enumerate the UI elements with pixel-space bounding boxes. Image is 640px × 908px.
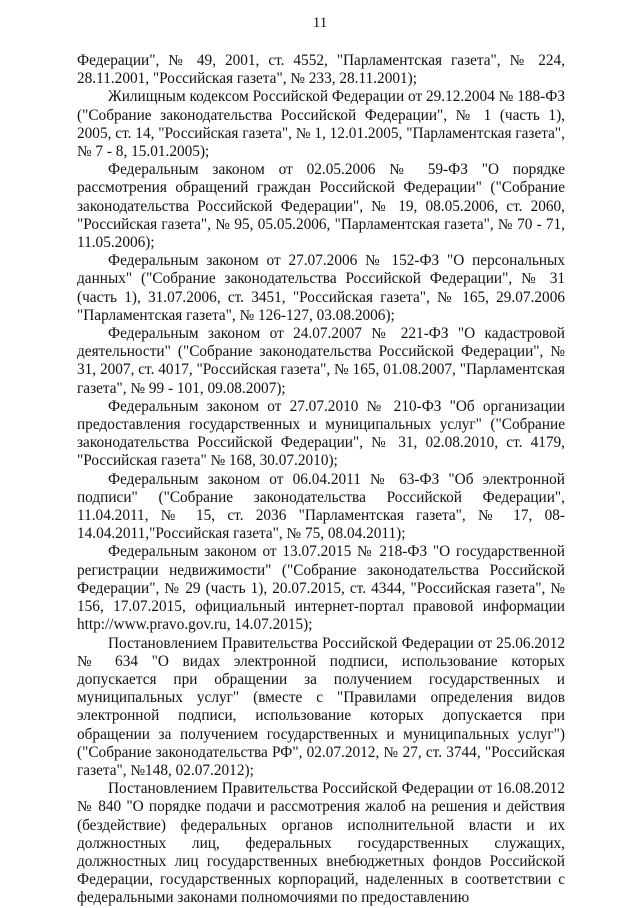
paragraph-law-218-fz: Федеральным законом от 13.07.2015 № 218-ФЗ "О государственной регистрации недвижимости" ("Собрание законодательства Российской Федерации", № 29 (часть 1), 20.07.2015, ст. 4344, "Российская газета", № 156, 17.07.2015, официальный интернет-портал правовой информации http://www.pravo.gov.ru, 14.07.2015); (77, 543, 565, 634)
paragraph-law-59-fz: Федеральным законом от 02.05.2006 № 59-ФЗ "О порядке рассмотрения обращений граждан Российской Федерации" ("Собрание законодательства Российской Федерации", № 19, 08.05.2006, ст. 2060, "Российская газета", № 95, 05.05.2006, "Парламентская газета", № 70 - 71, 11.05.2006); (77, 161, 565, 252)
paragraph-continuation: Федерации", № 49, 2001, ст. 4552, "Парламентская газета", № 224, 28.11.2001, "Российская газета", № 233, 28.11.2001); (77, 52, 565, 88)
paragraph-law-210-fz: Федеральным законом от 27.07.2010 № 210-ФЗ "Об организации предоставления государственных и муниципальных услуг" ("Собрание законодательства Российской Федерации", № 31, 02.08.2010, ст. 4179, "Российская газета" № 168, 30.07.2010); (77, 397, 565, 470)
paragraph-resolution-840: Постановлением Правительства Российской Федерации от 16.08.2012 № 840 "О порядке подачи и рассмотрения жалоб на решения и действия (бездействие) федеральных органов исполнительной власти и их должностных лиц, федеральных государственных служащих, должностных лиц государственных внебюджетных фондов Российской Федерации, государственных корпораций, наделенных в соответствии с федеральными законами полномочиями по предоставлению (77, 780, 565, 907)
paragraph-law-152-fz: Федеральным законом от 27.07.2006 № 152-ФЗ "О персональных данных" ("Собрание законодательства Российской Федерации", № 31 (часть 1), 31.07.2006, ст. 3451, "Российская газета", № 165, 29.07.2006 "Парламентская газета", № 126-127, 03.08.2006); (77, 252, 565, 324)
paragraph-housing-code: Жилищным кодексом Российской Федерации от 29.12.2004 № 188-ФЗ ("Собрание законодательства Российской Федерации", № 1 (часть 1), 2005, ст. 14, "Российская газета", № 1, 12.01.2005, "Парламентская газета", № 7 - 8, 15.01.2005); (77, 88, 565, 161)
document-body (77, 52, 565, 908)
page-number: 11 (312, 15, 328, 31)
paragraph-law-63-fz: Федеральным законом от 06.04.2011 № 63-ФЗ "Об электронной подписи" ("Собрание законодательства Российской Федерации", 11.04.2011, № 15, ст. 2036 "Парламентская газета", № 17, 08-14.04.2011,"Российская газета", № 75, 08.04.2011); (77, 470, 565, 543)
paragraph-law-221-fz: Федеральным законом от 24.07.2007 № 221-ФЗ "О кадастровой деятельности" ("Собрание законодательства Российской Федерации", № 31, 2007, ст. 4017, "Российская газета", № 165, 01.08.2007, "Парламентская газета", № 99 - 101, 09.08.2007); (77, 325, 565, 397)
paragraph-resolution-634: Постановлением Правительства Российской Федерации от 25.06.2012 № 634 "О видах электронной подписи, использование которых допускается при обращении за получением государственных и муниципальных услуг" (вместе с "Правилами определения видов электронной подписи, использование которых допускается при обращении за получением государственных и муниципальных услуг") ("Собрание законодательства РФ", 02.07.2012, № 27, ст. 3744, "Российская газета", №148, 02.07.2012); (77, 634, 565, 779)
